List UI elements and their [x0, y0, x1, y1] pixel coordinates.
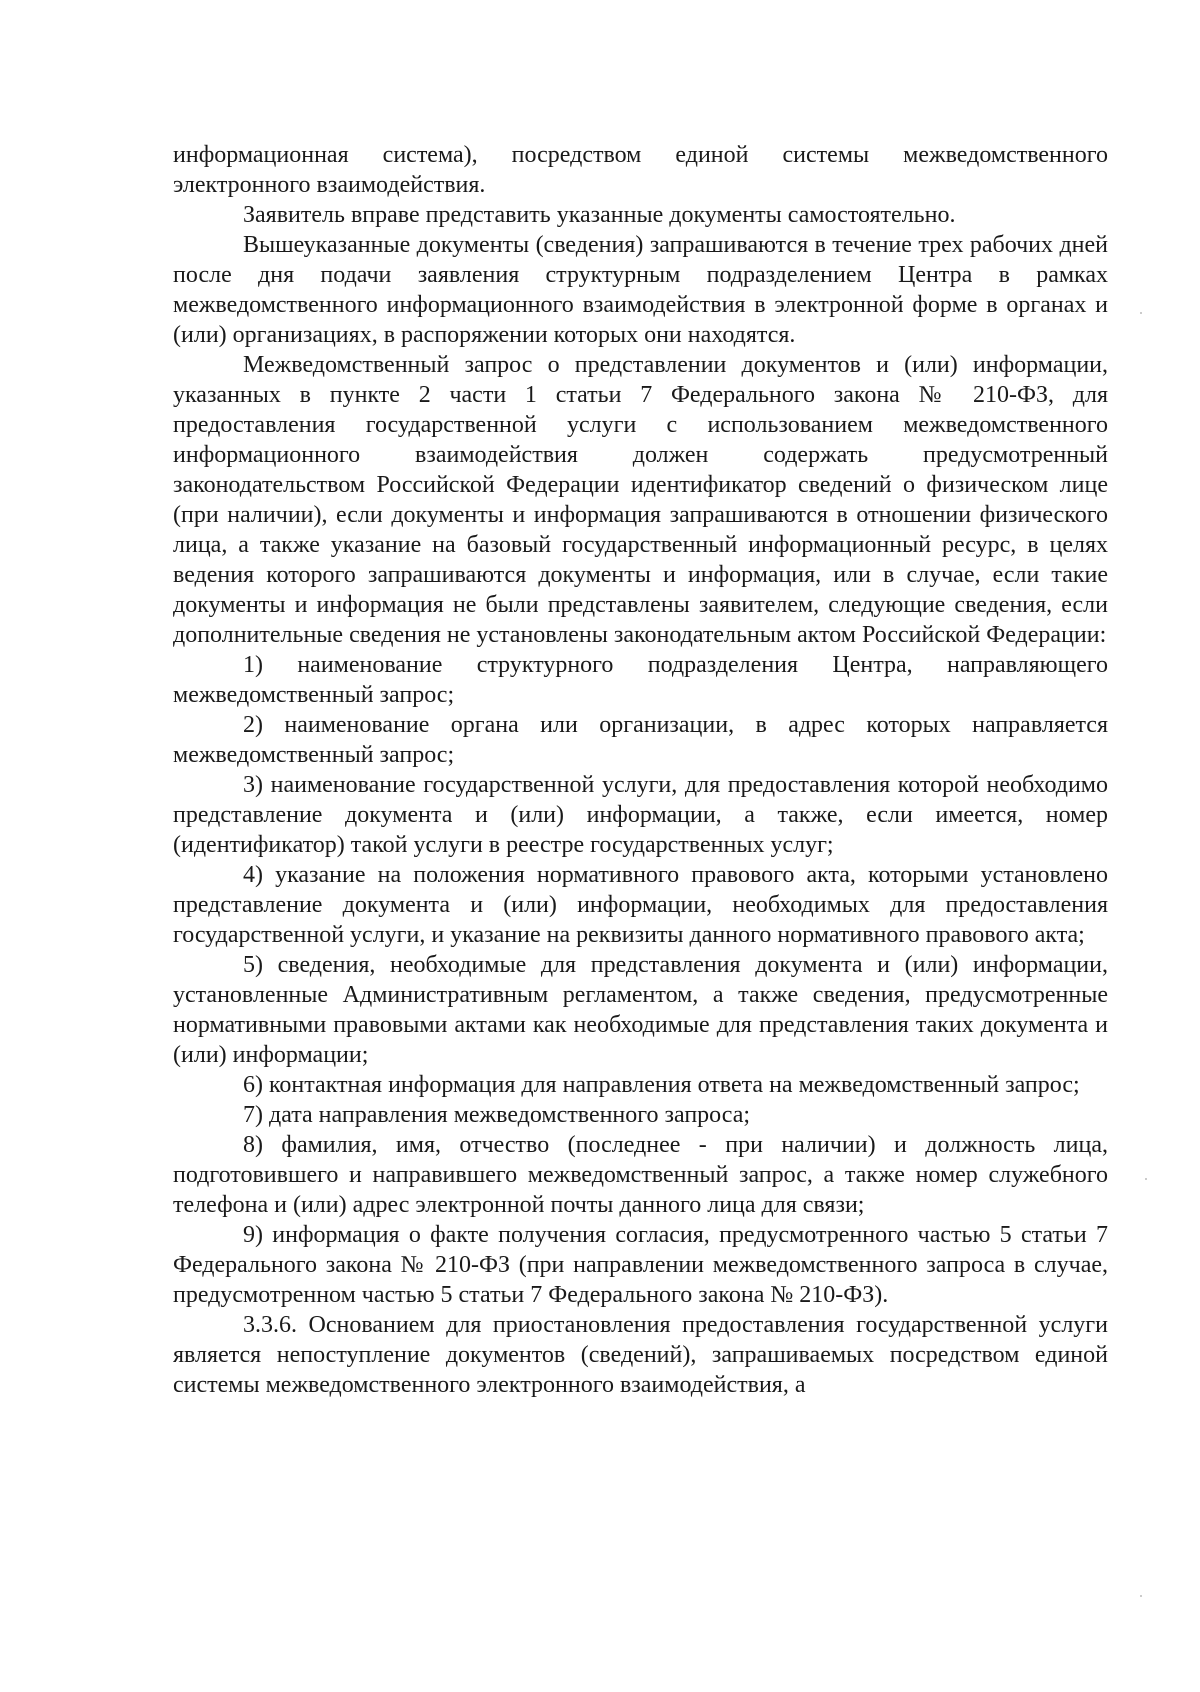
- scan-speck: [1140, 312, 1142, 314]
- scan-speck: [1140, 1595, 1142, 1597]
- list-item-2: 2) наименование органа или организации, в адрес которых направляется межведомственный запрос;: [173, 712, 1108, 768]
- list-item-7: 7) дата направления межведомственного запроса;: [243, 1102, 751, 1128]
- list-item-5: 5) сведения, необходимые для представления документа и (или) информации, установленные Административным регламентом, а также сведения, предусмотренные нормативными правовыми актами как необходимые для представления таких документа и (или) информации;: [173, 952, 1108, 1068]
- list-item-6: 6) контактная информация для направления ответа на межведомственный запрос;: [243, 1072, 1080, 1098]
- paragraph-request-timing: Вышеуказанные документы (сведения) запрашиваются в течение трех рабочих дней после дня подачи заявления структурным подразделением Центра в рамках межведомственного информационного взаимодействия в электронной форме в органах и (или) организациях, в распоряжении которых они находятся.: [173, 232, 1108, 348]
- paragraph-continuation: информационная система), посредством единой системы межведомственного электронного взаимодействия.: [173, 142, 1108, 198]
- scan-speck: [1145, 1178, 1147, 1180]
- list-item-1: 1) наименование структурного подразделения Центра, направляющего межведомственный запрос;: [173, 652, 1108, 708]
- list-item-3: 3) наименование государственной услуги, для предоставления которой необходимо представление документа и (или) информации, а также, если имеется, номер (идентификатор) такой услуги в реестре государственных услуг;: [173, 772, 1108, 858]
- list-item-4: 4) указание на положения нормативного правового акта, которыми установлено представление документа и (или) информации, необходимых для предоставления государственной услуги, и указание на реквизиты данного нормативного правового акта;: [173, 862, 1108, 948]
- list-item-9: 9) информация о факте получения согласия, предусмотренного частью 5 статьи 7 Федерального закона № 210-ФЗ (при направлении межведомственного запроса в случае, предусмотренном частью 5 статьи 7 Федерального закона № 210-ФЗ).: [173, 1222, 1108, 1308]
- paragraph-3-3-6: 3.3.6. Основанием для приостановления предоставления государственной услуги является непоступление документов (сведений), запрашиваемых посредством единой системы межведомственного электронного взаимодействия, а: [173, 1312, 1108, 1398]
- list-item-8: 8) фамилия, имя, отчество (последнее - при наличии) и должность лица, подготовившего и направившего межведомственный запрос, а также номер служебного телефона и (или) адрес электронной почты данного лица для связи;: [173, 1132, 1108, 1218]
- paragraph-applicant-right: Заявитель вправе представить указанные документы самостоятельно.: [243, 202, 956, 228]
- document-body: [173, 140, 1108, 1400]
- paragraph-interagency-request: Межведомственный запрос о представлении документов и (или) информации, указанных в пункте 2 части 1 статьи 7 Федерального закона № 210-ФЗ, для предоставления государственной услуги с использованием межведомственного информационного взаимодействия должен содержать предусмотренный законодательством Российской Федерации идентификатор сведений о физическом лице (при наличии), если документы и информация запрашиваются в отношении физического лица, а также указание на базовый государственный информационный ресурс, в целях ведения которого запрашиваются документы и информация, или в случае, если такие документы и информация не были представлены заявителем, следующие сведения, если дополнительные сведения не установлены законодательным актом Российской Федерации:: [173, 352, 1108, 648]
